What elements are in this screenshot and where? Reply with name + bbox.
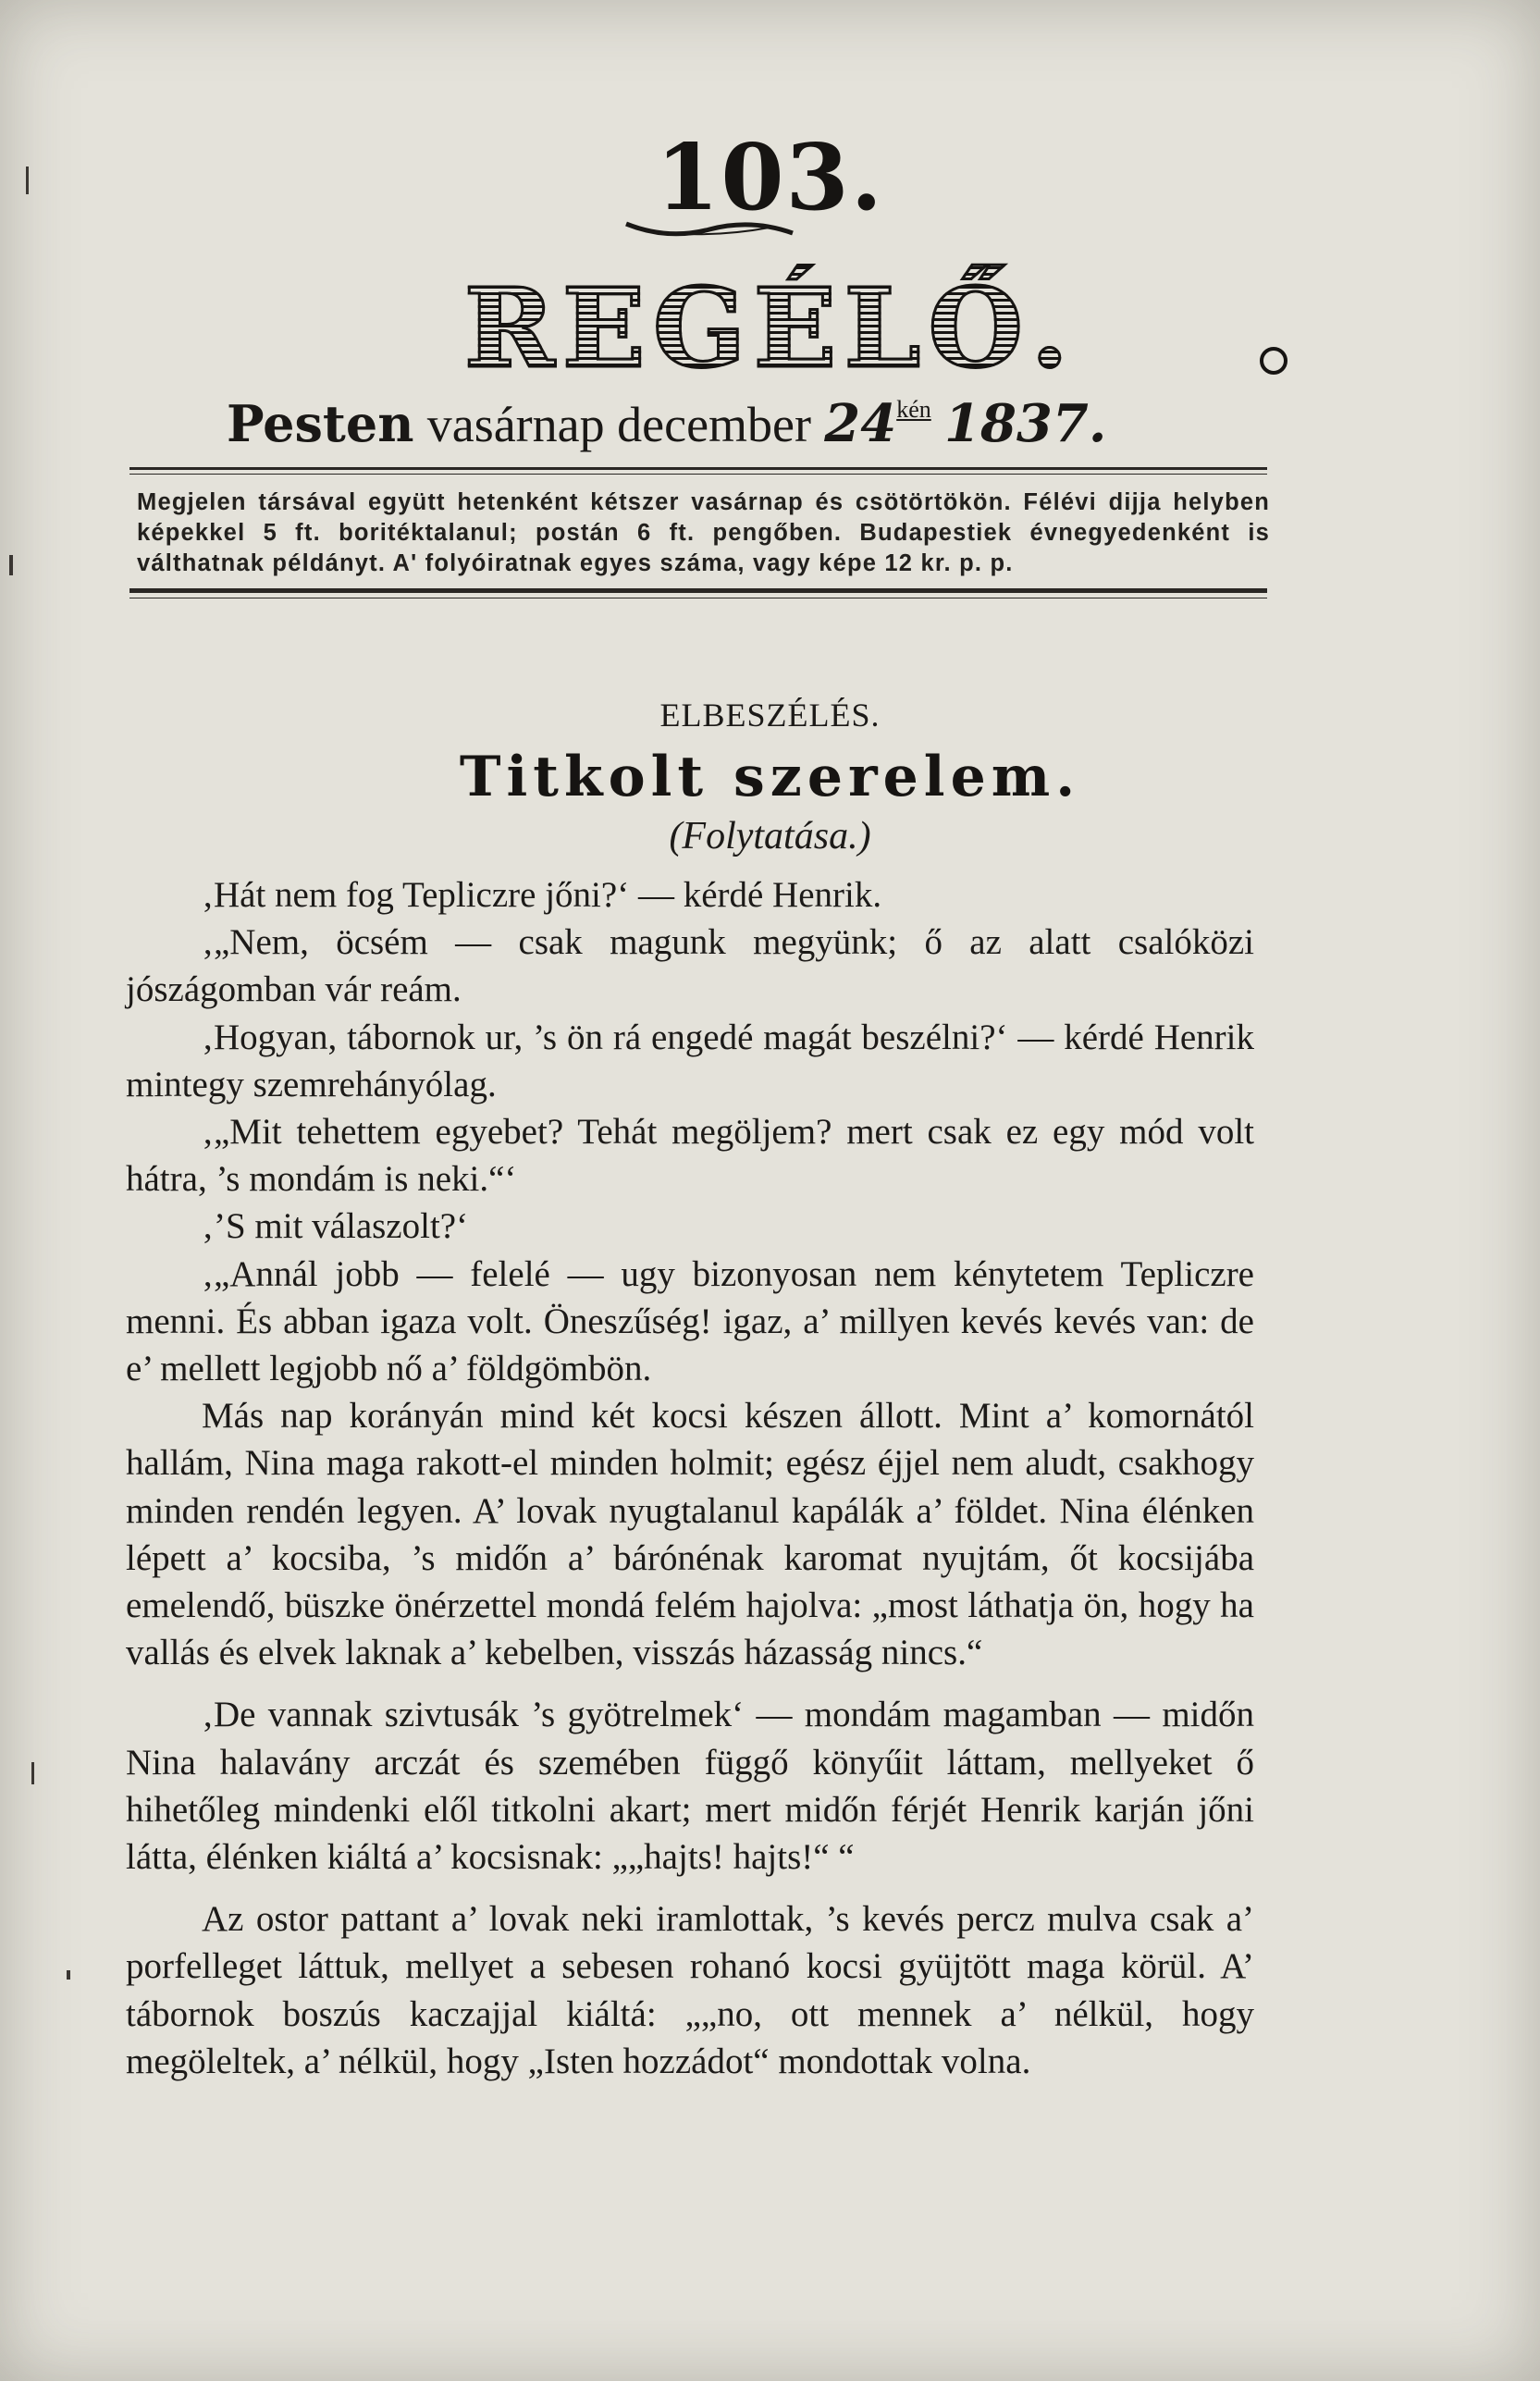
paragraph: ‚„Nem, öcsém — csak magunk megyünk; ő az alatt csalóközi jószágomban vár reám. — [126, 922, 1254, 1010]
article-body — [126, 871, 1254, 2085]
dateline-day: 24 — [824, 393, 897, 454]
dateline — [227, 393, 1272, 454]
dateline-day-suffix: kén — [896, 396, 931, 423]
section-label: ELBESZÉLÉS. — [659, 697, 881, 734]
dateline-day-month: vasárnap december — [426, 397, 811, 452]
paragraph: Az ostor pattant a’ lovak neki iramlottak, ’s kevés percz mulva csak a’ porfelleget láttuk, mellyet a sebesen rohanó kocsi gyüjtött maga körül. A’ tábornok boszús kaczajjal kiáltá: „„no, ott mennek a’ nélkül, hogy megöleltek, a’ nélkül, hogy „Isten hozzádot“ mondottak volna. — [126, 1899, 1254, 2081]
notice-rule — [129, 588, 1267, 593]
flourish-ornament — [622, 215, 797, 242]
paragraph: ‚Hát nem fog Tepliczre jőni?‘ — kérdé Henrik. — [202, 875, 882, 915]
margin-mark — [26, 167, 29, 194]
paragraph: Más nap korányán mind két kocsi készen állott. Mint a’ komornától hallám, Nina maga rakott-el minden holmit; egész éjjel nem aludt, csakhogy minden rendén legyen. A’ lovak nyugtalanul kapálák a’ földet. Nina élénken lépett a’ kocsiba, ’s midőn a’ bárónénak karomat nyujtám, őt kocsijába emelendő, büszke önérzettel mondá felém hajolva: „most láthatja ön, hogy ha vallás és elvek laknak a’ kebelben, visszás házasság nincs.“ — [126, 1396, 1254, 1673]
continued-label: (Folytatása.) — [669, 815, 871, 857]
margin-mark — [9, 555, 13, 575]
story-title: Titkolt szerelem. — [459, 745, 1081, 809]
paragraph: ‚De vannak szivtusák ’s gyötrelmek‘ — mondám magamban — midőn Nina halavány arczát és szemében függő könyűit láttam, mellyeket ő hihetőleg mindenki elől titkolni akart; mert midőn férjét Henrik karján jőni látta, élénken kiáltá a’ kocsisnak: „„hajts! hajts!“ “ — [126, 1695, 1254, 1878]
masthead-title: REGÉLŐ. — [0, 264, 1540, 392]
dateline-year: 1837. — [943, 393, 1107, 454]
issue-number: 103. — [656, 125, 884, 231]
margin-mark — [67, 1970, 70, 1980]
masthead-ornament — [1260, 347, 1287, 375]
margin-mark — [31, 1762, 34, 1784]
header-rule-thin — [129, 474, 1267, 475]
paragraph: ‚’S mit válaszolt?‘ — [202, 1206, 469, 1247]
paragraph: ‚„Mit tehettem egyebet? Tehát megöljem? mert csak ez egy mód volt hátra, ’s mondám is neki.“‘ — [126, 1112, 1254, 1200]
paragraph: ‚Hogyan, tábornok ur, ’s ön rá engedé magát beszélni?‘ — kérdé Henrik mintegy szemrehányólag. — [126, 1017, 1254, 1104]
header-rule — [129, 467, 1267, 470]
paragraph: ‚„Annál jobb — felelé — ugy bizonyosan nem kénytetem Tepliczre menni. És abban igaza volt. Öneszűség! igaz, a’ millyen kevés kevés van: de e’ mellett legjobb nő a’ földgömbön. — [126, 1253, 1254, 1389]
dateline-city: Pesten — [227, 394, 414, 453]
subscription-notice: Megjelen társával együtt hetenként kétszer vasárnap és csötörtökön. Félévi dijja helyben képekkel 5 ft. boritéktalanul; postán 6 ft. pengőben. Budapestiek évnegyedenként is válthatnak példányt. A' folyóiratnak egyes száma, vagy képe 12 kr. p. p. — [137, 489, 1270, 576]
